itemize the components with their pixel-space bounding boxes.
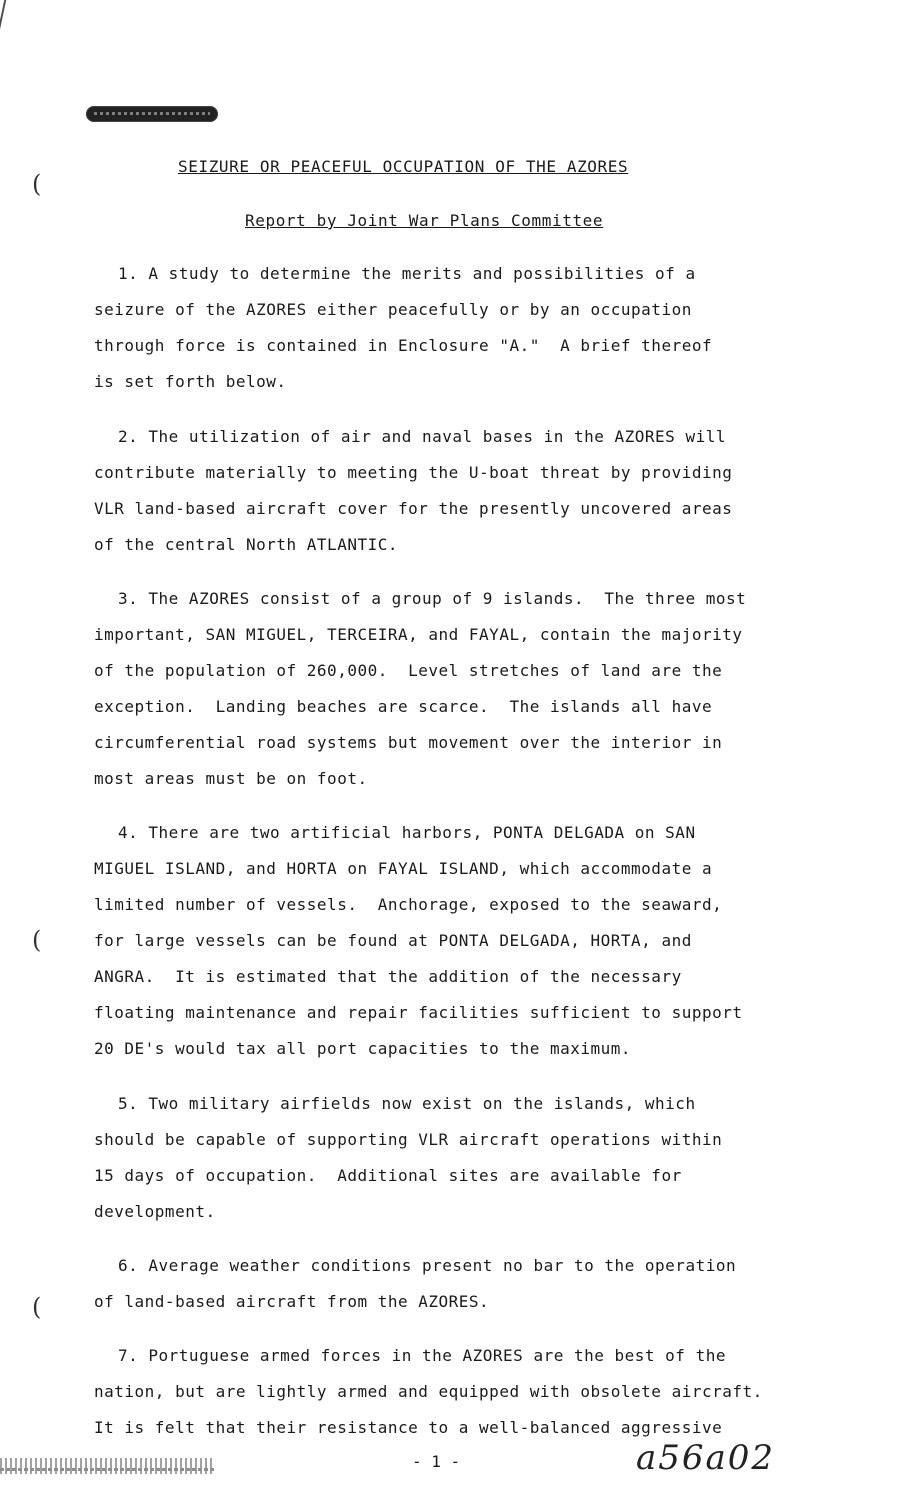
paragraph-line: ANGRA. It is estimated that the addition of the necessary	[94, 967, 682, 986]
paragraph-4	[94, 815, 814, 1067]
paragraph-line: limited number of vessels. Anchorage, exposed to the seaward,	[94, 895, 723, 914]
page-number: - 1 -	[412, 1452, 461, 1471]
paragraph-line: is set forth below.	[94, 372, 287, 391]
paragraph-line: 4. There are two artificial harbors, PONTA DELGADA on SAN	[118, 823, 696, 842]
paragraph-line: through force is contained in Enclosure "A." A brief thereof	[94, 336, 713, 355]
paragraph-line: It is felt that their resistance to a well-balanced aggressive	[94, 1418, 723, 1437]
handwritten-annotation: a56a02	[636, 1438, 776, 1478]
paragraph-line: 3. The AZORES consist of a group of 9 islands. The three most	[118, 589, 747, 608]
paragraph-line: development.	[94, 1202, 216, 1221]
paragraph-3	[94, 581, 814, 797]
paragraph-line: seizure of the AZORES either peacefully or by an occupation	[94, 300, 692, 319]
paragraph-7	[94, 1338, 814, 1446]
paragraph-line: circumferential road systems but movement over the interior in	[94, 733, 723, 752]
paragraph-line: floating maintenance and repair facilities sufficient to support	[94, 1003, 743, 1022]
paragraph-line: 15 days of occupation. Additional sites are available for	[94, 1166, 682, 1185]
redaction-mark	[86, 106, 218, 122]
paragraph-5	[94, 1086, 814, 1230]
paragraph-line: 7. Portuguese armed forces in the AZORES are the best of the	[118, 1346, 726, 1365]
paragraph-line: for large vessels can be found at PONTA DELGADA, HORTA, and	[94, 931, 692, 950]
document-subtitle: Report by Joint War Plans Committee	[245, 211, 604, 230]
paragraph-line: most areas must be on foot.	[94, 769, 368, 788]
paragraph-line: 20 DE's would tax all port capacities to the maximum.	[94, 1039, 632, 1058]
corner-mark	[0, 0, 20, 40]
paragraph-6	[94, 1248, 814, 1320]
paragraph-line: 1. A study to determine the merits and possibilities of a	[118, 264, 696, 283]
paragraph-line: should be capable of supporting VLR aircraft operations within	[94, 1130, 723, 1149]
paragraph-line: contribute materially to meeting the U-boat threat by providing	[94, 463, 733, 482]
paragraph-1	[94, 256, 814, 400]
paragraph-line: nation, but are lightly armed and equipped with obsolete aircraft.	[94, 1382, 763, 1401]
paragraph-line: MIGUEL ISLAND, and HORTA on FAYAL ISLAND, which accommodate a	[94, 859, 713, 878]
paragraph-line: 5. Two military airfields now exist on the islands, which	[118, 1094, 696, 1113]
paragraph-line: exception. Landing beaches are scarce. The islands all have	[94, 697, 713, 716]
paragraph-line: of the population of 260,000. Level stretches of land are the	[94, 661, 723, 680]
paragraph-line: 6. Average weather conditions present no bar to the operation	[118, 1256, 737, 1275]
punch-hole-mark: (	[32, 1293, 42, 1321]
paragraph-2	[94, 419, 814, 563]
paragraph-line: of land-based aircraft from the AZORES.	[94, 1292, 490, 1311]
punch-hole-mark: (	[32, 170, 42, 198]
footer-stamp-mark	[0, 1458, 215, 1474]
paragraph-line: 2. The utilization of air and naval bases in the AZORES will	[118, 427, 726, 446]
document-title: SEIZURE OR PEACEFUL OCCUPATION OF THE AZORES	[178, 157, 629, 176]
punch-hole-mark: (	[32, 926, 42, 954]
paragraph-line: VLR land-based aircraft cover for the presently uncovered areas	[94, 499, 733, 518]
paragraph-line: important, SAN MIGUEL, TERCEIRA, and FAYAL, contain the majority	[94, 625, 743, 644]
paragraph-line: of the central North ATLANTIC.	[94, 535, 398, 554]
